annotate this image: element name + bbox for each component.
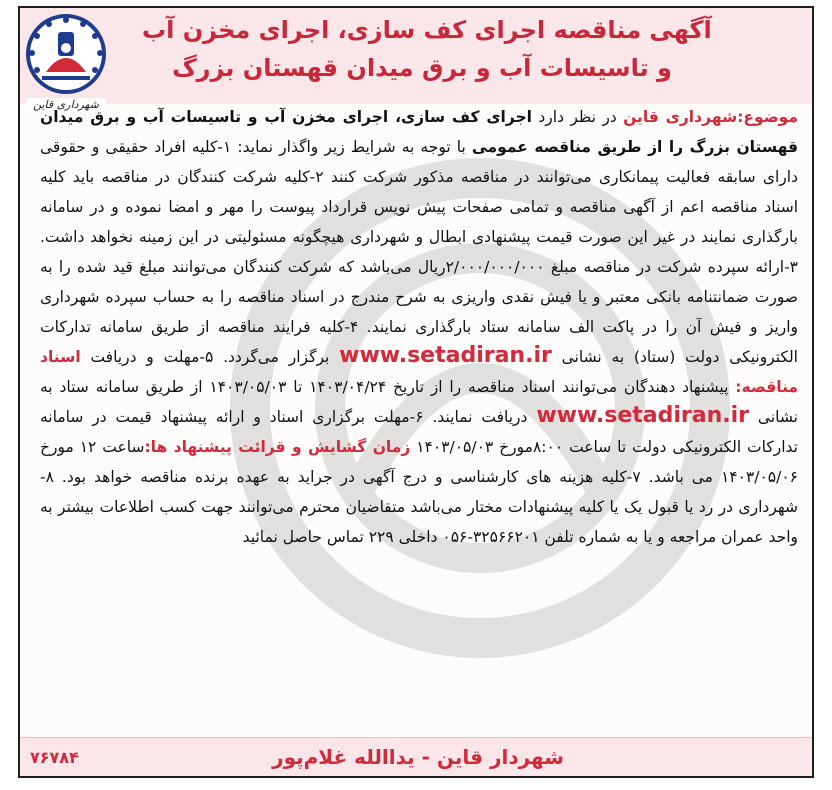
ad-paragraph <box>40 102 798 552</box>
body-text-2: با توجه به شرایط زیر واگذار نماید: ۱-کلیه افراد حقیقی و حقوقی دارای سابقه فعالیت پیمانکاری می‌توانند در مناقصه مذکور شرکت کنند ۲-کلیه شرکت کنندگان در مناقصه باید کلیه اسناد مناقصه اعم از آگهی مناقصه و تمامی صفحات پیش نویس قرارداد پیوست را مهر و امضا نموده و در سامانه بارگذاری نمایند در غیر این صورت قیمت پیشنهادی ابطال و شهرداری هیچگونه مسئولیتی در این زمینه نخواهد داشت. ۳-ارائه سپرده شرکت در مناقصه مبلغ ۲/۰۰۰/۰۰۰/۰۰۰ریال می‌باشد که شرکت کنندگان می‌توانند مبلغ قید شده را به صورت ضمانتنامه بانکی معتبر و یا فیش نقدی واریزی به شرح مندرج در اسناد مناقصه را به حساب سپرده شهرداری واریز و فیش آن را در پاکت الف سامانه ستاد بارگذاری نمایند. ۴-کلیه فرایند مناقصه از طریق سامانه تدارکات الکترونیکی دولت (ستاد) به نشانی <box>40 138 798 366</box>
opening-time-label: زمان گشایش و قرائت پیشنهاد ها: <box>144 438 411 456</box>
ad-title-line2: و تاسیسات آب و برق میدان قهستان بزرگ <box>172 54 672 82</box>
signature: شهردار قاین - یداالله غلام‌پور <box>272 745 564 769</box>
logo-caption: شهرداری قاین <box>26 98 106 111</box>
body-text-3: برگزار می‌گردد. ۵-مهلت و دریافت <box>80 348 340 366</box>
footer-band <box>20 737 812 776</box>
ad-body <box>40 102 798 702</box>
logo-emblem-icon <box>26 14 106 94</box>
municipality-name: شهرداری قاین <box>623 108 738 126</box>
setadiran-link[interactable]: www.setadiran.ir <box>339 343 552 368</box>
project-description: اجرای کف سازی، اجرای مخزن آب و تاسیسات آب و برق میدان قهستان بزرگ را از طریق مناقصه عمومی <box>40 108 798 156</box>
body-text-6: ساعت ۱۲ مورخ ۱۴۰۳/۰۵/۰۶ می باشد. ۷-کلیه هزینه های کارشناسی و درج آگهی در جراید به عهده برنده مناقصه خواهد بود. ۸-شهرداری در رد یا قبول یک یا کلیه پیشنهادات مختار می‌باشد متقاضیان محترم می‌توانند جهت کسب اطلاعات بیشتر به واحد عمران مراجعه و یا به شماره تلفن ۳۲۵۶۶۲۰۱-۰۵۶ داخلی ۲۲۹ تماس حاصل نمائید <box>40 438 798 546</box>
ad-frame <box>18 6 814 778</box>
body-text-5: دریافت نمایند. ۶-مهلت برگزاری اسناد و ارائه پیشنهاد قیمت در سامانه تدارکات الکترونیکی دولت تا ساعت ۸:۰۰مورخ ۱۴۰۳/۰۵/۰۳ <box>40 408 798 456</box>
header-band <box>20 8 812 104</box>
setadiran-link-2[interactable]: www.setadiran.ir <box>536 403 750 428</box>
subject-label: موضوع: <box>737 108 798 126</box>
tender-docs-label: اسناد مناقصه: <box>40 348 799 396</box>
body-text-4: پیشنهاد دهندگان می‌توانند اسناد مناقصه را از تاریخ ۱۴۰۳/۰۴/۲۴ تا ۱۴۰۳/۰۵/۰۳ از طریق سامانه ستاد به نشانی <box>40 378 798 426</box>
ad-title-line1: آگهی مناقصه اجرای کف سازی، اجرای مخزن آب <box>142 16 712 44</box>
ad-code: ۷۶۷۸۴ <box>30 748 79 767</box>
body-text-1: در نظر دارد <box>532 108 624 126</box>
